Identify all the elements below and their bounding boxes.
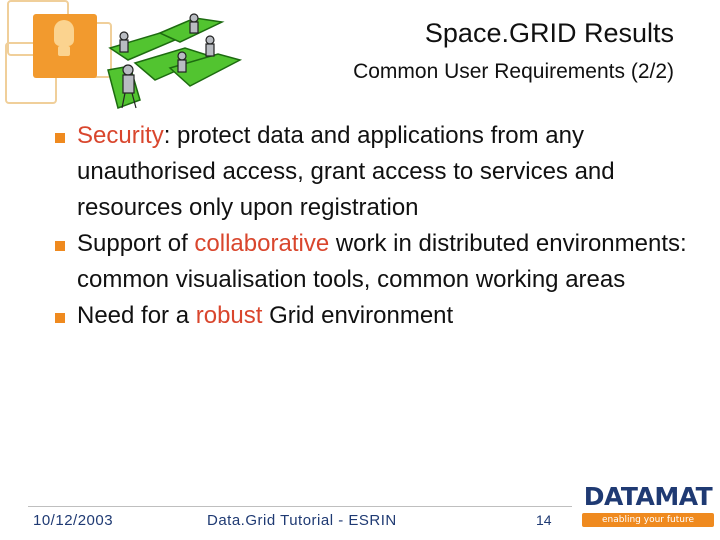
lightbulb-base-icon [58,46,70,56]
bullet-item-robust [55,298,695,334]
footer-title: Data.Grid Tutorial - ESRIN [207,512,397,529]
datamat-logo [582,482,714,532]
bullet-highlight: Security [77,122,164,149]
slide-subtitle: Common User Requirements (2/2) [353,60,674,83]
logo-tagline: enabling your future [602,515,694,525]
lightbulb-icon [54,20,74,46]
orange-square-bullet-icon [55,313,65,323]
orange-square-bullet-icon [55,241,65,251]
footer-divider [28,506,572,507]
bullet-text: : protect data and applications from any unauthorised access, grant access to services and resources only upon registration [77,122,615,221]
logo-name: DATAMAT [583,482,713,511]
bullet-item-security [55,118,695,226]
bullet-text: Need for a [77,302,196,329]
bullet-text: Grid environment [262,302,454,329]
bullet-text: work in distributed environments: common visualisation tools, common working areas [77,230,687,293]
bullet-item-collaborative [55,226,695,298]
footer-date: 10/12/2003 [33,512,114,529]
people-on-arrows-clipart [100,8,245,120]
bullet-highlight: collaborative [194,230,330,257]
bullet-list [55,118,695,334]
slide-title: Space.GRID Results [424,18,674,48]
orange-square-bullet-icon [55,133,65,143]
bullet-text: Support of [77,230,195,257]
page-number: 14 [536,512,552,528]
bullet-highlight: robust [195,302,263,329]
